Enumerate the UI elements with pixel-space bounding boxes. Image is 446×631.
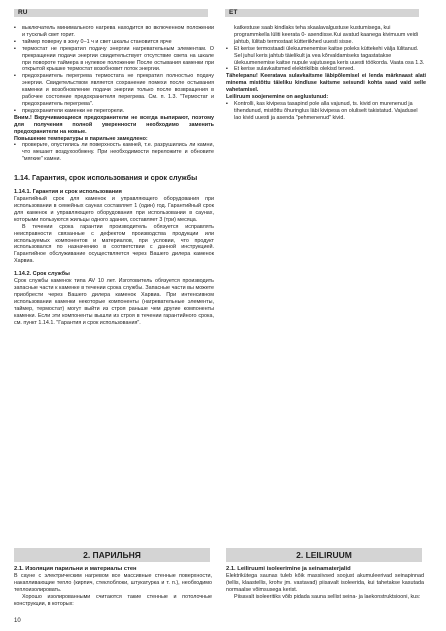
- section-heading-2-1: 2.1. Leiliruumi isoleerimine ja seinamaterjalid: [226, 566, 351, 572]
- slow-heating-list: [14, 142, 214, 163]
- list-item: ▪ предохранитель перегрева термостата не прекратил полностью подачу энергии. Свидетельством является сохранение помехи после остывания каменки и возобновление подачи энергии только после возвращения в рабочее состояние предохранителя перегрева. См. п. 1.3. "Термостат и предохранитель перегрева".: [14, 73, 214, 108]
- checklist-et: [226, 46, 426, 74]
- list-item: ▪ термостат не прекратил подачу энергии нагревательным элементам. О прекращении подачи энергии свидетельствует отсутствие света на шкале при повороте таймера в нулевое положение После остывания каменки при открытой крышке термостат возобновит поток энергии.: [14, 46, 214, 74]
- list-item: ▪ Kontrolli, kas kivipesa tasapind pole alla vajunud, ts. kivid on murenenud ja tihendunud, mistõttu õhuringlus läbi kivipesa on oluliselt takistatud. Vajadusel lao kivid uuesti ja asenda "pehmenenud" kivid.: [226, 101, 426, 122]
- list-item: ▪ Et kerise sulavkaitsmed elektrikilbis olekisd terved.: [226, 66, 426, 73]
- checklist-ru: [14, 25, 214, 115]
- fuse-warning: Tähelepanu! Keeratava sulavkaitsme läbipõlemisel ei lenda märknaast alati minema mistõttu täieliku kindluse kaitsme seisundi kohta saad vaid selle vahetamisel.: [226, 73, 426, 94]
- language-header-ru: [14, 9, 208, 17]
- language-code: ET: [229, 9, 238, 16]
- section-heading-1-14-2: 1.14.2. Срок службы: [14, 271, 70, 278]
- page-number: 10: [14, 618, 21, 624]
- list-item: ▪ проверьте, опустились ли поверхность камней, т.е. разрушились ли камни, что мешает воздухообмену. При необходимости переложите и обновите "мягкие" камни.: [14, 142, 214, 163]
- language-code: RU: [18, 9, 28, 16]
- left-column: [14, 25, 214, 327]
- section-heading-1-14: 1.14. Гарантия, срок использования и срок службы: [14, 173, 198, 183]
- section-heading-2-1: 2.1. Изоляция парильни и материалы стен: [14, 566, 137, 572]
- section-2-1-ru: [14, 566, 212, 608]
- list-item: ▪ предохранители каменки не перегорели.: [14, 108, 214, 115]
- right-column: [226, 25, 426, 122]
- list-item: ▪ таймер поверну в зону 0−1 ч и свет шкалы становится ярче: [14, 39, 214, 46]
- section-band-sauna-room-ru: 2. ПАРИЛЬНЯ: [14, 548, 210, 562]
- list-item: ▪ Et kerise termostaadi ülekuumenemise kaitse poleks küttekehi välja lülitanud. Sel juhul keris jahtub täielikult ja vea kõrvaldamiseks tagastatakse ülekuumenemise kaitse nupule vajutusega keris uuesti töökorda. Vaata osa 1.3.: [226, 46, 426, 67]
- section-heading-1-14-1: 1.14.1. Гарантия и срок использования: [14, 189, 122, 196]
- fuse-warning: Вним.! Вкручивающиеся предохранители не всегда выпирают, поэтому для получения полной уверенности необходимо заменить предохранители на новые.: [14, 114, 214, 135]
- warranty-paragraph: В течении срока гарантии производитель обязуется исправлять неисправности связанные с дефектом производства продукции или используемых компонентов и материалов, при условии, что продукт использовался по назначению в соответствии с данной инструкцией. Гарантийное обслуживание осуществляется через Вашего дилера каменок Харвиа.: [14, 223, 214, 265]
- warranty-paragraph: Гарантийный срок для каменок и управляющего оборудования при использовании в семейных саунах составляет 1 (один) год. Гарантийный срок для каменок и управляющего оборудования при использовании в саунах, которыми пользуются жильцы одного здания, составляет 3 (три) месяца.: [14, 196, 214, 223]
- slow-heating-list: [226, 101, 426, 122]
- section-band-sauna-room-et: 2. LEILIRUUM: [226, 548, 422, 562]
- list-item: ▪ выключатель минимального нагрева находится во включенном положении и тусклый свет горит.: [14, 25, 214, 39]
- continued-text: katkestuse saab kindlaks teha skaalavalgustuse kustumisega, kui programmkella lüliti keerata 0- asendisse.Kui avatud kaanega kivimuum veidi jahtub, lülitab termostaat kütteriikhed uuesti sisse.: [234, 25, 418, 45]
- slow-heating-title: Повышение температуры в парильне замедлено:: [14, 135, 148, 142]
- service-life-paragraph: Срок службы каменок типа AV 10 лет. Изготовитель обязуется производить запасные части к каменке в течении срока службы. Запасные части вы можете приобрести через Вашего дилера каменок Харвиа. При интенсивном использовании каменки некоторые компоненты (нагревательные элементы, таймер, термостат) могут выйти из строя раньше чем другие компоненты каменки. Если эти компоненты вышли из строя в течении гарантийного срока, см. пункт 1.14.1. "Гарантия и срок использования".: [14, 278, 214, 326]
- insulation-paragraph: В сауне с электрическим нагревом все массивные стенные поверхности, накапливающие тепло (кирпич, стеклоблоки, штукатурка и т. п.), необходимо теплоизолировать.: [14, 573, 212, 593]
- language-header-et: [225, 9, 419, 17]
- insulation-paragraph: Хорошо изолированными считаются такие стенные и потолочные конструкции, в которых:: [14, 593, 212, 607]
- section-2-1-et: [226, 566, 424, 601]
- insulation-paragraph: Elektrikütega saunas tuleb kõik massiivsed soojust akumuleerivad seinapinnad (tellis, klaastellis, krohv jm. vastavad) piisavalt isoleerida, kui tahetakse kasutada normaalse võimsusega kerist.: [226, 573, 424, 593]
- slow-heating-title: Leiliruum soojenemine on aeglustunud:: [226, 94, 329, 101]
- insulation-paragraph: Piisavalt isoleeritiks võib pidada sauna sellist seina- ja laekonstruktsiooni, kus:: [234, 593, 421, 600]
